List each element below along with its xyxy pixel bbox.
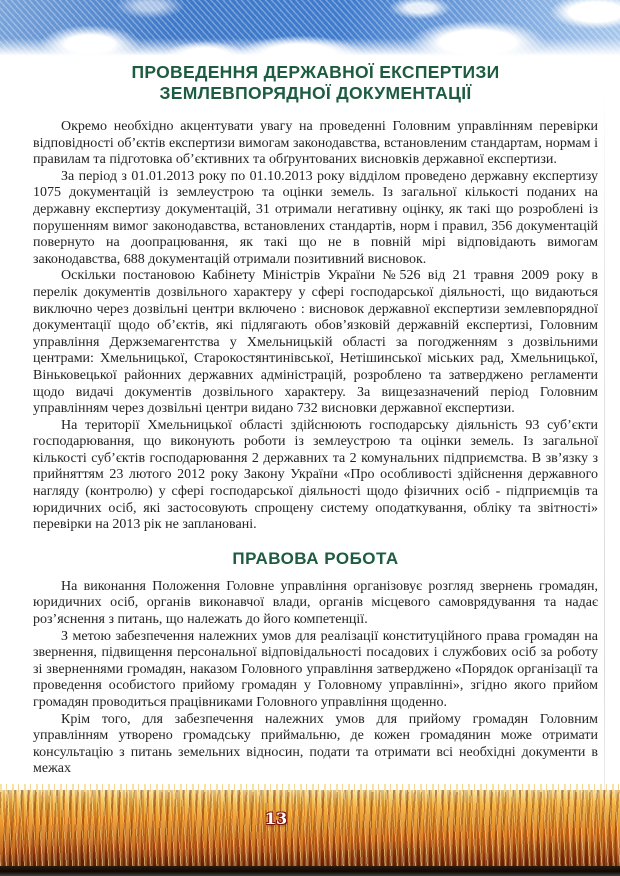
section-title-legal-work: ПРАВОВА РОБОТА xyxy=(232,548,399,568)
scan-shadow-edge xyxy=(0,866,620,876)
paragraph: Оскільки постановою Кабінету Міністрів України №526 від 21 травня 2009 року в перелік документів дозвільного характеру у сфері господарської діяльності, що видаються виключно через дозвільні центри включено : висновок державної експертизи землевпорядної документації щодо об’єктів, які підлягають обов’язковій державній експертизі, Головним управління Держземагентства у Хмельницькій області за погодженням з дозвільними центрами: Хмельницької, Старокостянтинівської, Нетішинської міських рад, Хмельницької, Віньковецької районних державних адміністрацій, розроблено та затверджено регламенти щодо видачі документів дозвільного характеру. За вищезазначений період Головним управлінням через дозвільні центри видано 732 висновки державної експертизи. xyxy=(33,268,598,417)
section-title-state-expertise xyxy=(76,62,556,104)
paragraph: На території Хмельницької області здійснюють господарську діяльність 93 суб’єкти господарювання, що виконують роботи із землеустрою та оцінки земель. Із загальної кількості суб’єктів господарювання 2 державних та 2 комунальних підприємства. В зв’язку з прийняттям 23 лютого 2012 року Закону України «Про особливості здійснення державного нагляду (контролю) у сфері господарської діяльності щодо фізичних осіб - підприємців та юридичних осіб, які застосовують спрощену систему оподаткування, обліку та звітності» перевірки на 2013 рік не заплановані. xyxy=(33,417,598,533)
paragraph: За період з 01.01.2013 року по 01.10.2013 року відділом проведено державну експертизу 1075 документацій із землеустрою та оцінки земель. Із загальної кількості поданих на державну експертизу документацій, 31 отримали негативну оцінку, як такі що розроблені із порушенням вимог законодавства, встановлених стандартів, норм і правил, 356 документацій повернуто на доопрацювання, як такі що не в повній мірі відповідають вимогам законодавства, 688 документацій отримали позитивний висновок. xyxy=(33,168,598,267)
paragraph: З метою забезпечення належних умов для реалізації конституційного права громадян на звернення, підвищення персональної відповідальності посадових і службових осіб за роботу зі зверненнями громадян, наказом Головного управління затверджено «Порядок організації та проведення особистого прийому громадян у Головному управлінні», згідно якого прийом громадян проводиться працівниками Головного управління щоденно. xyxy=(33,628,598,710)
title-line: ЗЕМЛЕВПОРЯДНОЇ ДОКУМЕНТАЦІЇ xyxy=(159,83,472,103)
page-number: 13 xyxy=(264,809,288,828)
title-line: ПРОВЕДЕННЯ ДЕРЖАВНОЇ ЕКСПЕРТИЗИ xyxy=(131,62,500,82)
paragraph: На виконання Положення Головне управління організовує розгляд звернень громадян, юридичних осіб, органів виконавчої влади, органів місцевого самоврядування та надає роз’яснення з питань, що належать до його компетенції. xyxy=(33,578,598,628)
paragraph: Окремо необхідно акцентувати увагу на проведенні Головним управлінням перевірки відповідності об’єктів експертизи вимогам законодавства, встановленим стандартам, нормам і правилам та підготовка об’єктивних та обґрунтованих висновків державної експертизи. xyxy=(33,119,598,168)
wheat-field-footer-image xyxy=(0,790,620,866)
page-edge-line xyxy=(604,90,606,862)
paragraph: Крім того, для забезпечення належних умов для прийому громадян Головним управлінням утворено громадську приймальню, де кожен громадянин може отримати консультацію з питань земельних відносин, подати та отримати всі необхідні документи в межах xyxy=(33,711,598,777)
